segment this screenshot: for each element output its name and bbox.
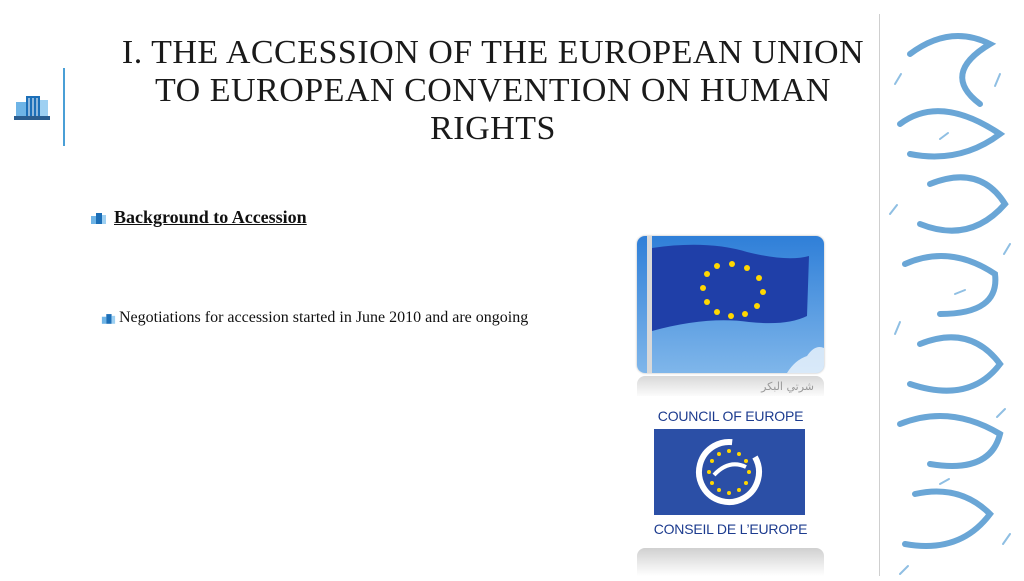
coe-emblem [654,429,805,515]
bullet-background [90,207,307,228]
arabic-calligraphy-art [880,14,1024,576]
reflection-text: ﺷﺮﺗﻲ ﺍﻟﺒﻜﺮ [761,380,814,393]
eu-flag-photo [637,236,824,373]
coe-french-name: CONSEIL DE L’EUROPE [653,521,808,537]
bullet-building-icon [90,211,107,225]
building-logo-icon [14,92,50,122]
coe-english-name: COUNCIL OF EUROPE [657,408,804,424]
calligraphy-panel [879,14,1024,576]
council-of-europe-logo [637,396,824,546]
bullet-building-icon [101,312,116,325]
coe-reflection [637,548,824,576]
slide-title: I. THE ACCESSION OF THE EUROPEAN UNION TO EUROPEAN CONVENTION ON HUMAN RIGHTS [121,34,865,147]
bullet-negotiations [101,301,561,334]
bullet-text: Negotiations for accession started in June 2010 and are ongoing [119,309,529,326]
bullet-heading: Background to Accession [114,207,307,227]
flag-reflection [637,376,824,398]
header-divider [63,68,65,146]
